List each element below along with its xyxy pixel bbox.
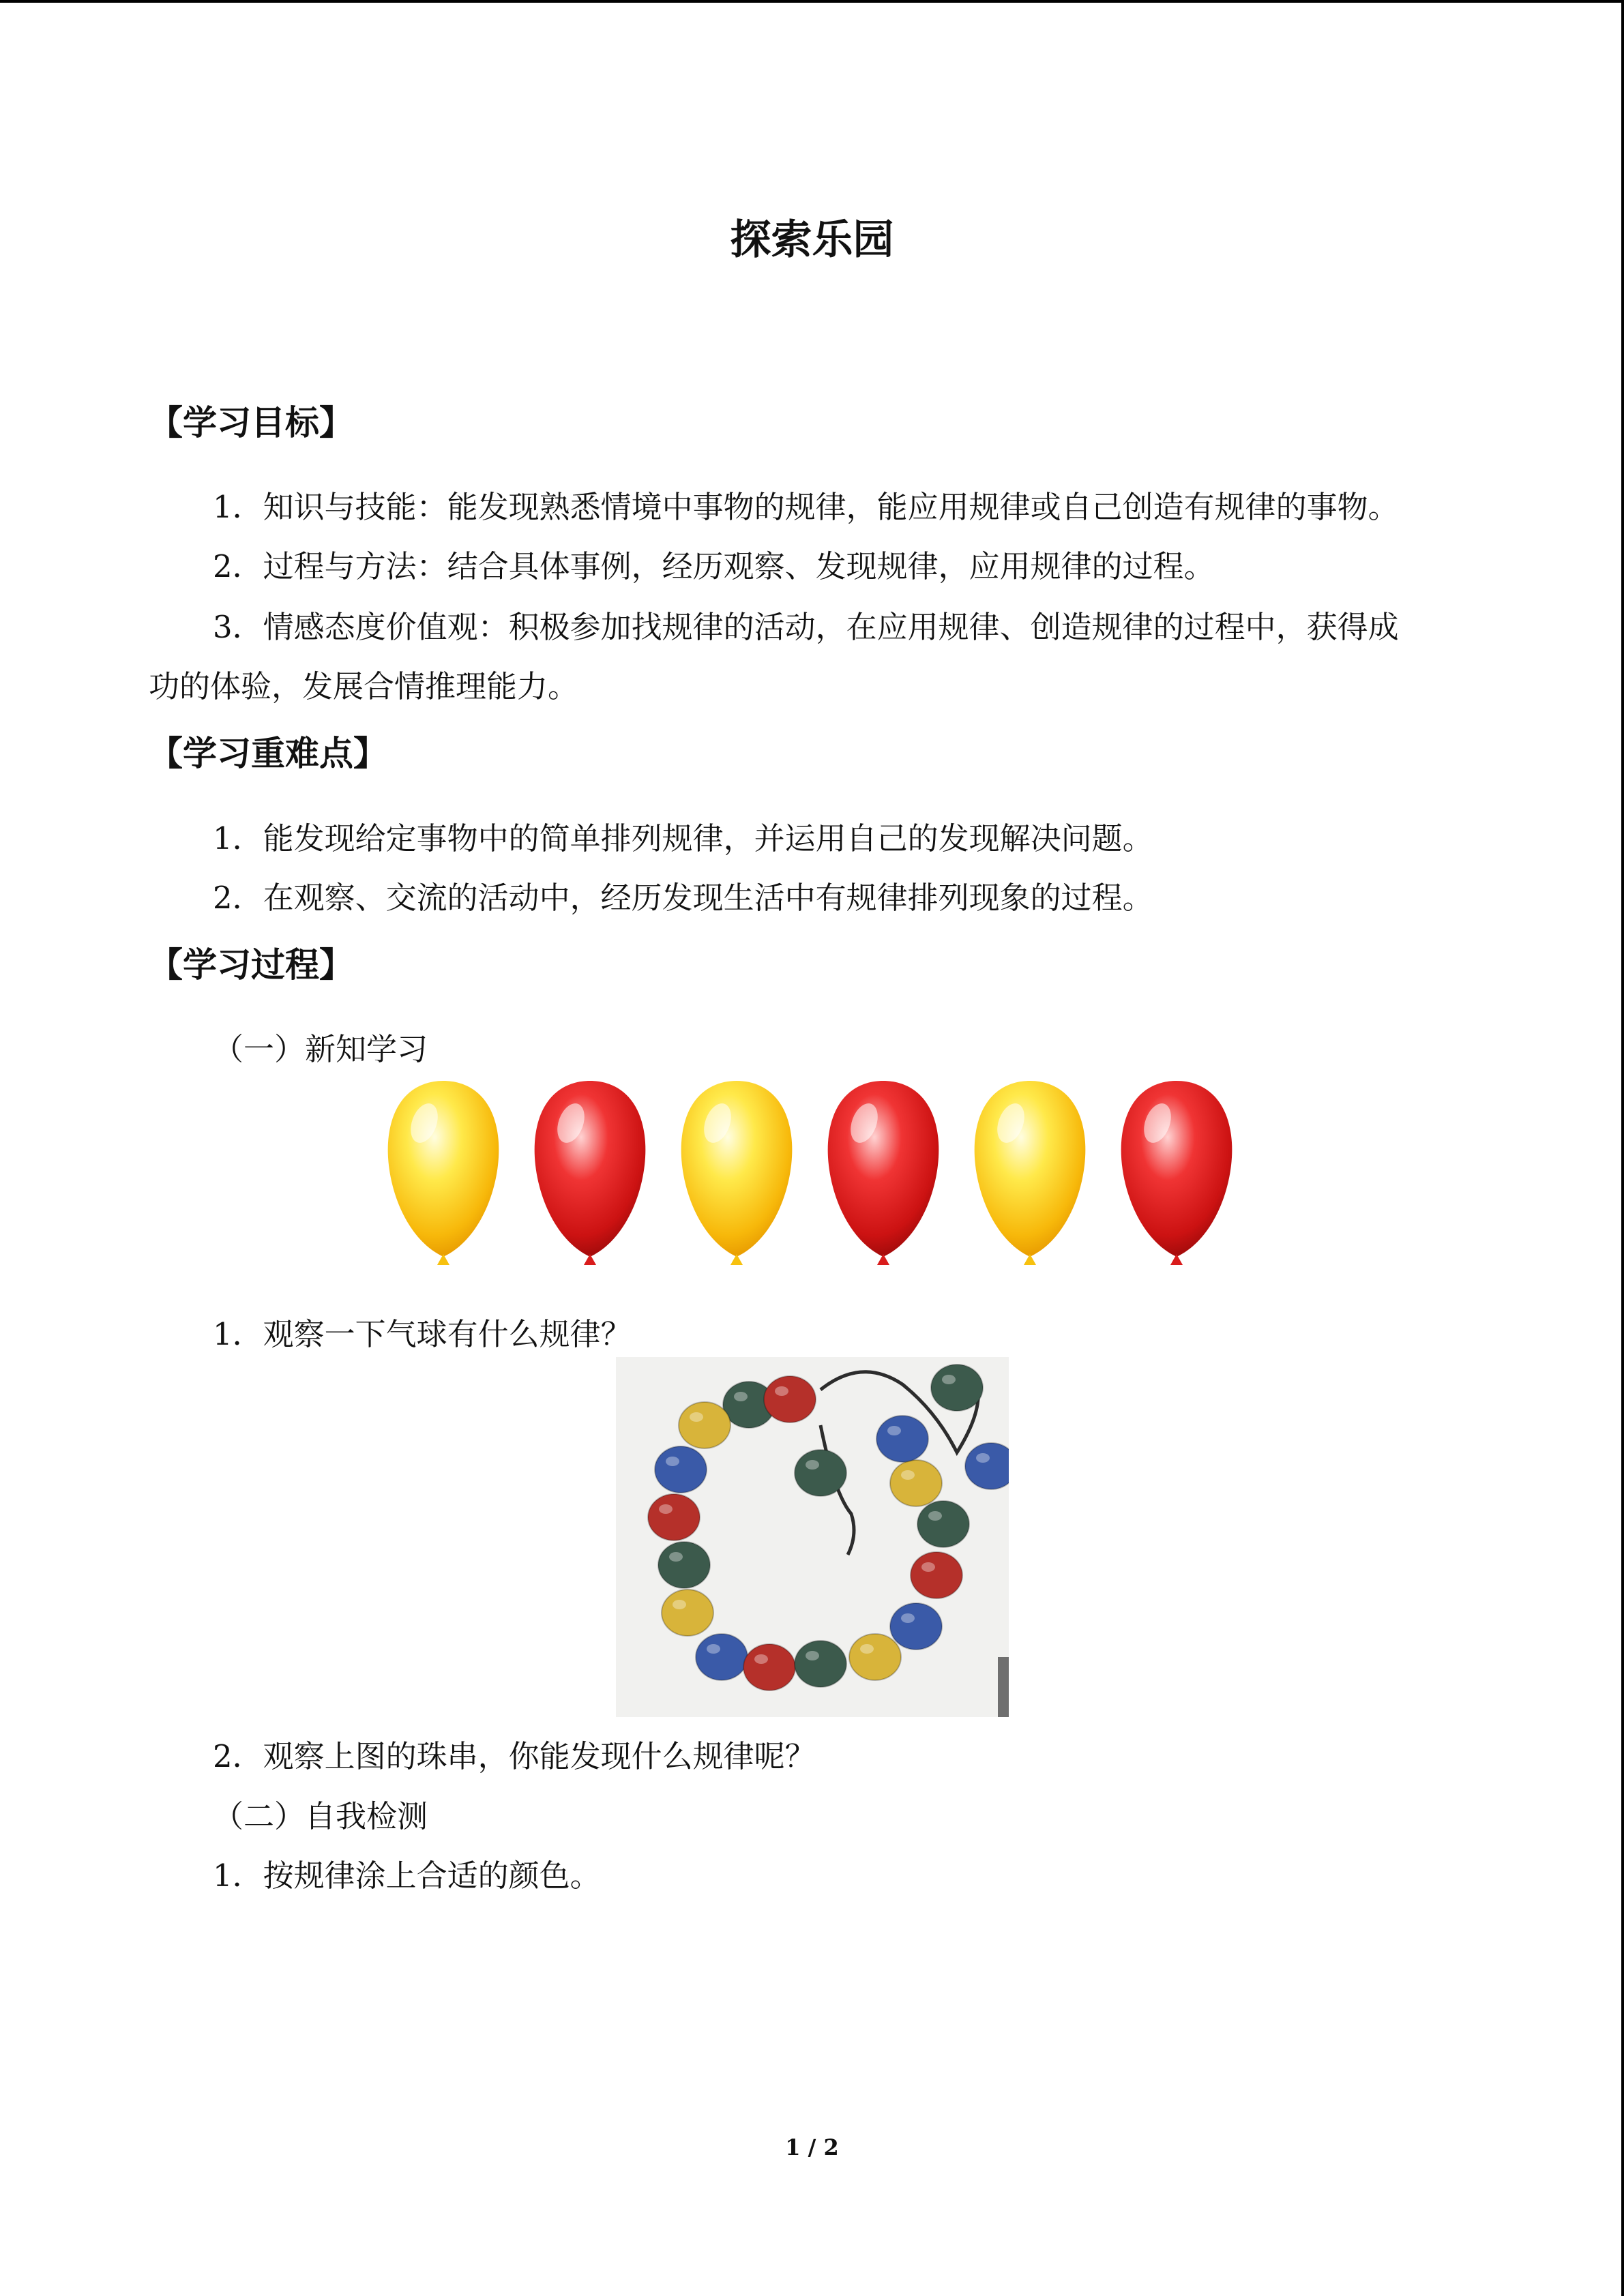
yellow-balloon-3 <box>681 1081 793 1265</box>
bead-highlight <box>976 1453 990 1463</box>
question-beads: 2．观察上图的珠串，你能发现什么规律呢？ <box>213 1738 816 1774</box>
page-border-top <box>0 0 1624 3</box>
bead-highlight <box>707 1644 720 1654</box>
bead-highlight <box>690 1412 703 1422</box>
bead-10 <box>795 1641 846 1687</box>
bead-highlight <box>734 1392 748 1401</box>
goal-item-1: 1．知识与技能：能发现熟悉情境中事物的规律，能应用规律或自己创造有规律的事物。 <box>213 489 1399 525</box>
bead-highlight <box>921 1562 935 1572</box>
bead-highlight <box>669 1552 683 1562</box>
bead-highlight <box>806 1460 819 1470</box>
page-number: 1 / 2 <box>785 2134 839 2160</box>
bead-highlight <box>942 1375 956 1384</box>
bead-4 <box>655 1446 707 1493</box>
bead-16 <box>876 1416 928 1462</box>
question-balloons: 1．观察一下气球有什么规律？ <box>213 1316 632 1352</box>
red-balloon-6 <box>1121 1081 1232 1265</box>
bead-19 <box>965 1443 1009 1489</box>
bead-12 <box>890 1603 942 1650</box>
bead-11 <box>849 1634 901 1680</box>
bead-highlight <box>673 1600 686 1609</box>
yellow-balloon-1 <box>388 1081 499 1265</box>
bead-highlight <box>806 1651 819 1660</box>
bead-5 <box>648 1494 700 1540</box>
balloons-illustration <box>379 1081 1252 1279</box>
goal-item-3-continued: 功的体验，发展合情推理能力。 <box>149 668 579 704</box>
bead-9 <box>743 1644 795 1690</box>
page-border-right <box>1621 0 1624 2296</box>
red-balloon-4 <box>828 1081 939 1265</box>
bead-18 <box>795 1450 846 1496</box>
bead-6 <box>658 1542 710 1588</box>
bead-highlight <box>887 1426 901 1435</box>
goal-item-2: 2．过程与方法：结合具体事例，经历观察、发现规律，应用规律的过程。 <box>213 548 1215 584</box>
bead-13 <box>911 1552 962 1598</box>
bead-14 <box>917 1501 969 1547</box>
bead-highlight <box>901 1470 915 1480</box>
bead-17 <box>931 1365 983 1411</box>
bead-15 <box>890 1460 942 1506</box>
subsection-self-check: （二）自我检测 <box>213 1798 428 1834</box>
question-color-pattern: 1．按规律涂上合适的颜色。 <box>213 1858 601 1894</box>
bead-3 <box>679 1402 730 1448</box>
section-heading-goals: 【学习目标】 <box>149 403 353 443</box>
bead-highlight <box>659 1504 673 1514</box>
bead-highlight <box>901 1613 915 1623</box>
subsection-new-learning: （一）新知学习 <box>213 1031 428 1067</box>
bead-highlight <box>666 1457 679 1466</box>
section-heading-process: 【学习过程】 <box>149 945 353 985</box>
goal-item-3: 3．情感态度价值观：积极参加找规律的活动，在应用规律、创造规律的过程中，获得成 <box>213 609 1399 645</box>
bead-7 <box>662 1590 713 1636</box>
page-title: 探索乐园 <box>730 216 894 264</box>
red-balloon-2 <box>535 1081 646 1265</box>
yellow-balloon-5 <box>975 1081 1086 1265</box>
bead-highlight <box>928 1511 942 1521</box>
bead-highlight <box>775 1386 788 1396</box>
keypoint-item-2: 2．在观察、交流的活动中，经历发现生活中有规律排列现象的过程。 <box>213 880 1153 916</box>
bead-highlight <box>860 1644 874 1654</box>
bead-highlight <box>754 1654 768 1664</box>
section-heading-keypoints: 【学习重难点】 <box>149 734 387 773</box>
bead-8 <box>696 1634 748 1680</box>
keypoint-item-1: 1．能发现给定事物中的简单排列规律，并运用自己的发现解决问题。 <box>213 820 1153 856</box>
bead-string-photo <box>616 1357 1009 1717</box>
bead-2 <box>764 1376 816 1422</box>
